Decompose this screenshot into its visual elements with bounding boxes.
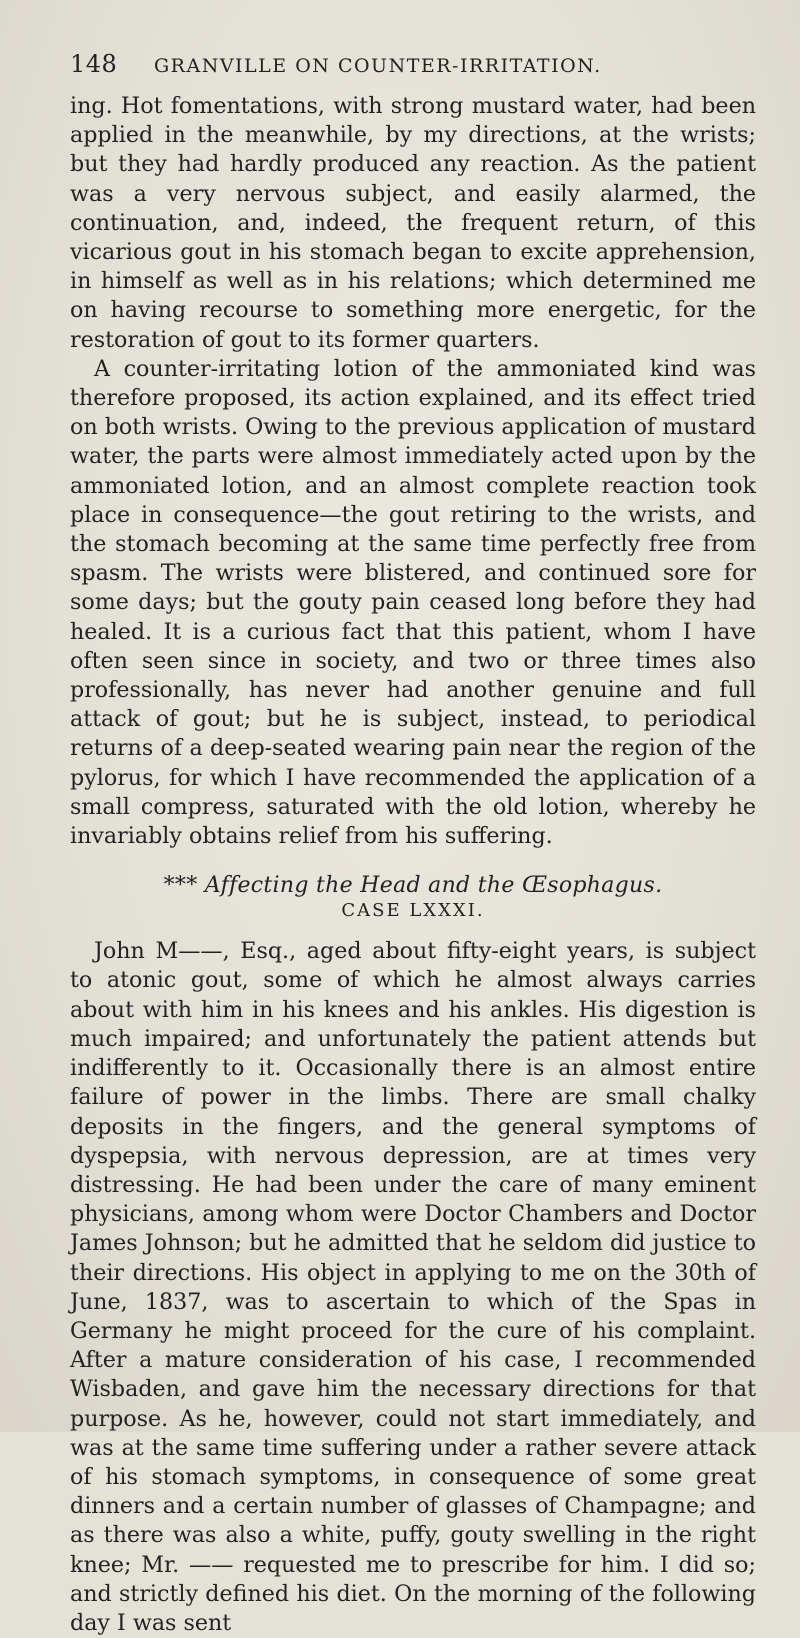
case-paragraph: John M——, Esq., aged about fifty-eight years, is subject to atonic gout, some of which he almost always carries about with him in his knees and his ankles. His digestion is much impaired; and unfortunately the patient attends but indifferently to it. Occasionally there is an almost entire failure of power in the limbs. There are small chalky deposits in the fingers, and the general symptoms of dyspepsia, with nervous depression, are at times very distressing. He had been under the care of many eminent physicians, among whom were Doctor Chambers and Doctor James Johnson; but he admitted that he seldom did justice to their directions. His object in applying to me on the 30th of June, 1837, was to ascertain to which of the Spas in Germany he might proceed for the cure of his complaint. After a mature consideration of his case, I recommended Wisbaden, and gave him the necessary directions for that purpose. As he, however, could not start immediately, and was at the same time suffering under a rather severe attack of his stomach symptoms, in consequence of some great dinners and a certain number of glasses of Champagne; and as there was also a white, puffy, gouty swelling in the right knee; Mr. —— requested me to prescribe for him. I did so; and strictly defined his diet. On the morning of the following day I was sent [70, 938, 756, 1636]
page-number: 148 [70, 50, 118, 78]
section-heading: *** Affecting the Head and the Œsophagus. [163, 873, 663, 899]
page-header [70, 50, 756, 86]
body-paragraph: A counter-irritating lotion of the ammoniated kind was therefore proposed, its action explained, and its effect tried on both wrists. Owing to the previous application of mustard water, the parts were almost immediately acted upon by the ammoniated lotion, and an almost complete reaction took place in consequence—the gout retiring to the wrists, and the stomach becoming at the same time perfectly free from spasm. The wrists were blistered, and continued sore for some days; but the gouty pain ceased long before they had healed. It is a curious fact that this patient, whom I have often seen since in society, and two or three times also professionally, has never had another genuine and full attack of gout; but he is subject, instead, to periodical returns of a deep-seated wearing pain near the region of the pylorus, for which I have recommended the application of a small compress, saturated with the old lotion, whereby he invariably obtains relief from his suffering. [70, 355, 756, 850]
continuation-paragraph: ing. Hot fomentations, with strong mustard water, had been applied in the meanwhile, by my directions, at the wrists; but they had hardly produced any reaction. As the patient was a very nervous subject, and easily alarmed, the continuation, and, indeed, the frequent return, of this vicarious gout in his stomach began to excite apprehension, in himself as well as in his relations; which determined me on having recourse to something more energetic, for the restoration of gout to its former quarters. [70, 93, 756, 353]
case-number: CASE LXXXI. [341, 900, 485, 922]
running-head: GRANVILLE ON COUNTER-IRRITATION. [154, 55, 602, 77]
